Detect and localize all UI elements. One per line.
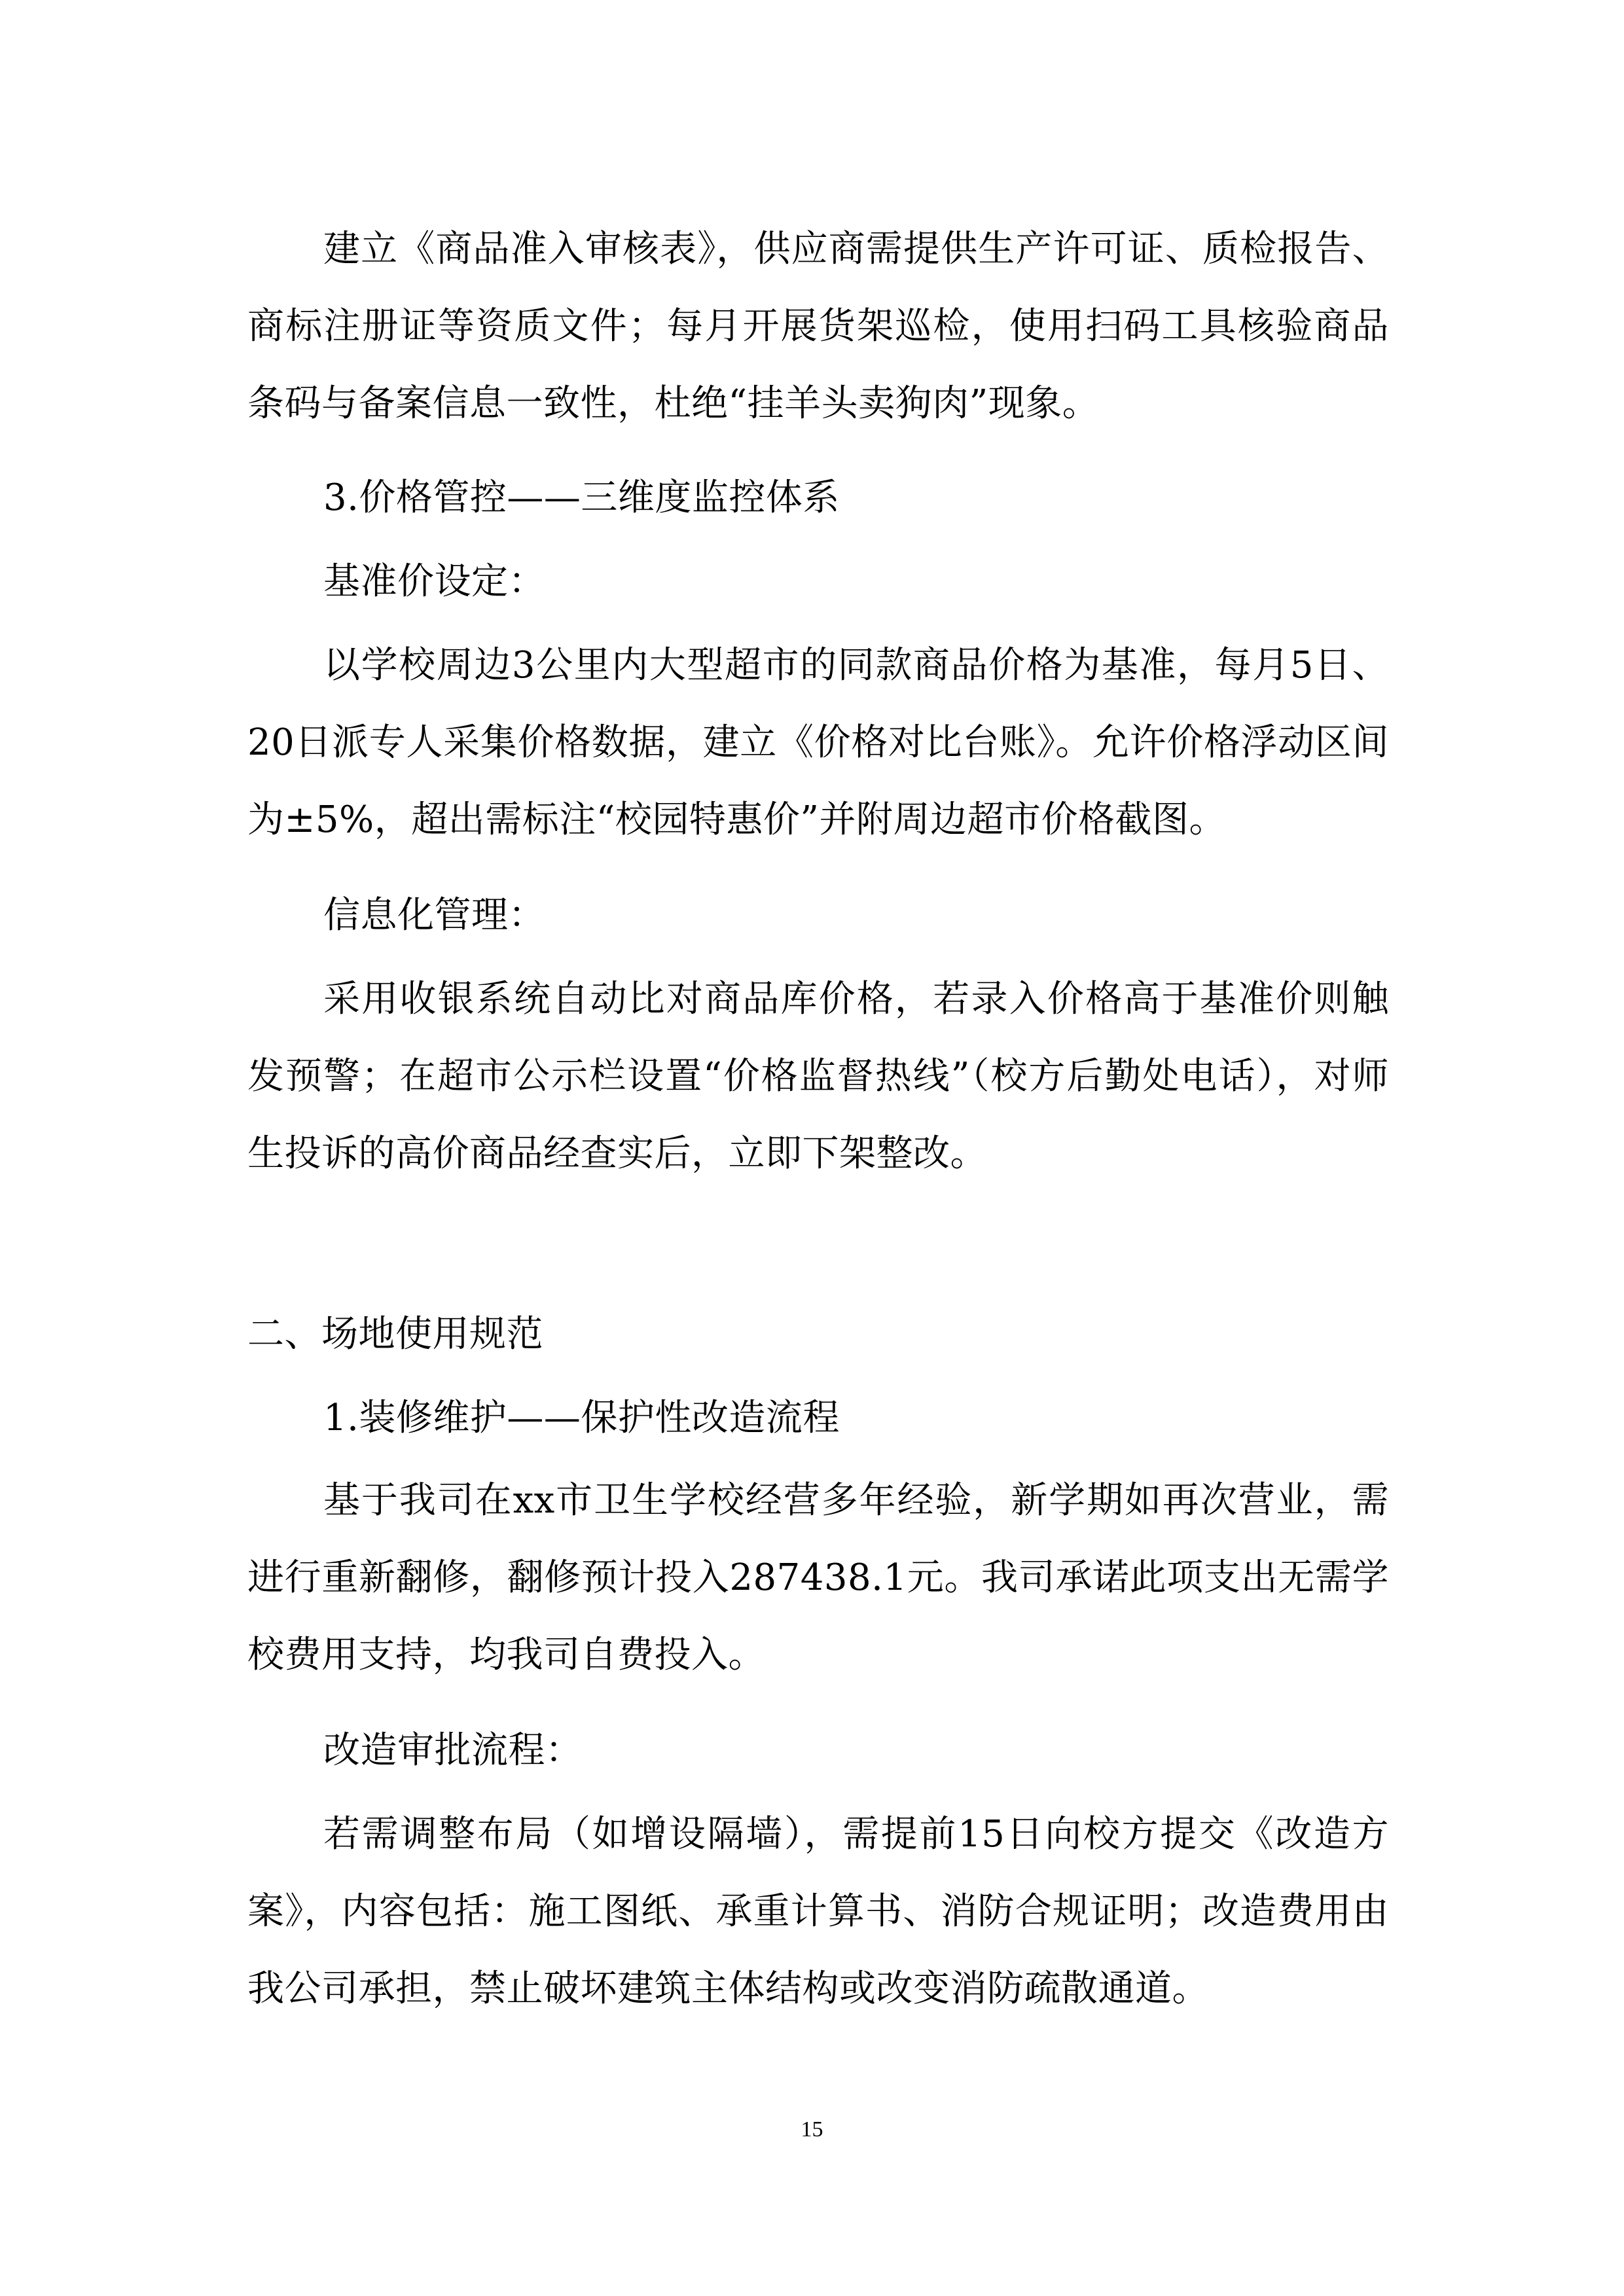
heading-price-control: 3.价格管控——三维度监控体系 [323,476,840,519]
paragraph-approval-process: 若需调整布局（如增设隔墙），需提前15日向校方提交《改造方案》，内容包括：施工图纸、承重计算书、消防合规证明；改造费用由我公司承担，禁止破坏建筑主体结构或改变消防疏散通道。 [247,1813,1389,2010]
heading-base-price: 基准价设定： [323,560,545,603]
paragraph-renovation: 基于我司在xx市卫生学校经营多年经验，新学期如再次营业，需进行重新翻修，翻修预计投入287438.1元。我司承诺此项支出无需学校费用支持，均我司自费投入。 [247,1479,1389,1676]
heading-it-management: 信息化管理： [323,894,545,937]
paragraph-it-management: 采用收银系统自动比对商品库价格，若录入价格高于基准价则触发预警；在超市公示栏设置“价格监督热线”（校方后勤处电话），对师生投诉的高价商品经查实后，立即下架整改。 [247,978,1389,1175]
page-number: 15 [801,2117,823,2142]
section-heading-site-usage: 二、场地使用规范 [247,1313,543,1355]
heading-renovation: 1.装修维护——保护性改造流程 [323,1397,840,1439]
paragraph-base-price: 以学校周边3公里内大型超市的同款商品价格为基准，每月5日、20日派专人采集价格数据，建立《价格对比台账》。允许价格浮动区间为±5%，超出需标注“校园特惠价”并附周边超市价格截图。 [247,644,1389,841]
heading-approval-process: 改造审批流程： [323,1729,583,1772]
paragraph-product-admission: 建立《商品准入审核表》，供应商需提供生产许可证、质检报告、商标注册证等资质文件；每月开展货架巡检，使用扫码工具核验商品条码与备案信息一致性，杜绝“挂羊头卖狗肉”现象。 [247,228,1389,425]
